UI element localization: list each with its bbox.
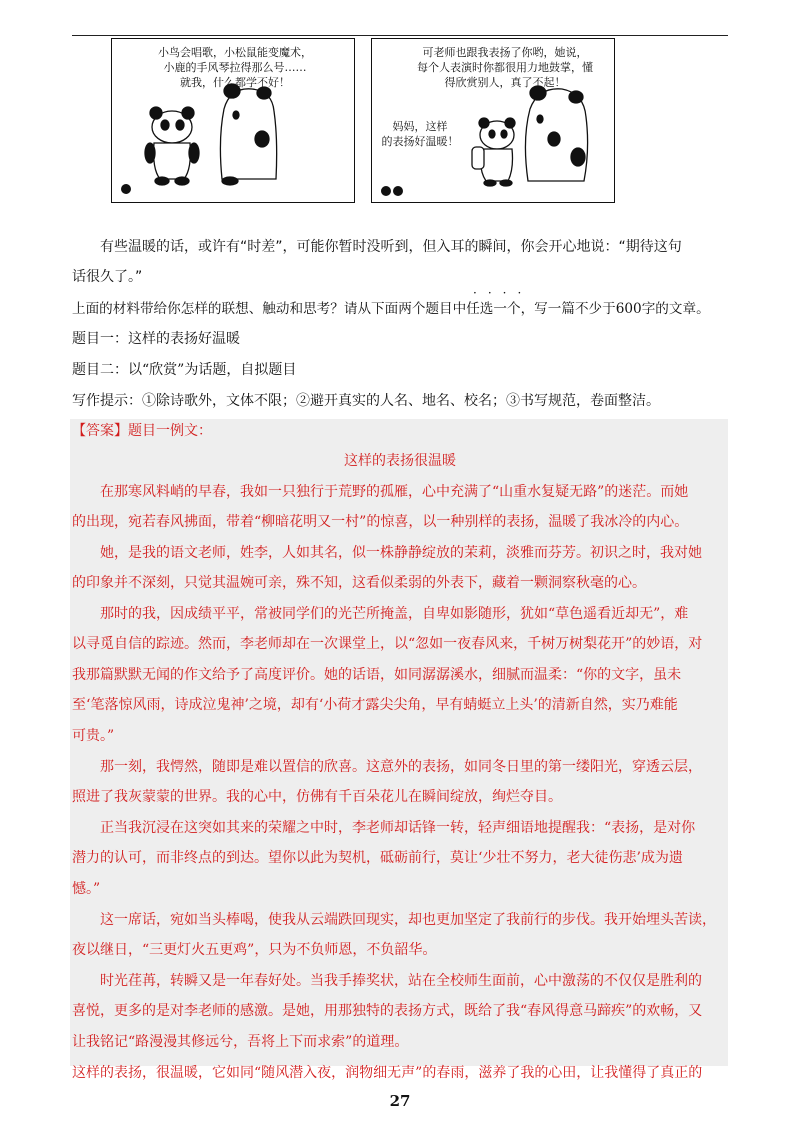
essay-line: 在那寒风料峭的早春，我如一只独行于荒野的孤雁，心中充满了“山重水复疑无路”的迷茫。而她 [100, 484, 689, 500]
essay-line: 喜悦，更多的是对李老师的感激。是她，用那独特的表扬方式，既给了我“春风得意马蹄疾”的欢畅，又 [72, 1003, 703, 1019]
essay-title: 这样的表扬很温暖 [344, 453, 456, 469]
answer-label-rest: 题目一例文： [128, 423, 212, 439]
right-caption-line-3: 得欣赏别人，真了不起！ [444, 76, 566, 89]
emphasis-dots: ···· [473, 286, 533, 300]
essay-line: 时光荏苒，转瞬又是一年春好处。当我手捧奖状，站在全校师生面前，心中激荡的不仅仅是胜利的 [100, 973, 702, 989]
essay-line: 可贵。” [72, 728, 115, 744]
essay-line: 那时的我，因成绩平平，常被同学们的光芒所掩盖，自卑如影随形，犹如“草色遥看近却无”，难 [100, 606, 689, 622]
panel-marker-dot [121, 184, 131, 194]
essay-line: 我那篇默默无闻的作文给予了高度评价。她的话语，如同潺潺溪水，细腻而温柔：“你的文字，虽未 [72, 667, 682, 683]
comic-panel-left [111, 38, 355, 203]
material-line-2: 话很久了。” [72, 269, 143, 285]
material-line-1: 有些温暖的话，或许有“时差”，可能你暂时没听到，但入耳的瞬间，你会开心地说：“期待这句 [100, 239, 682, 255]
essay-line: 这一席话，宛如当头棒喝，使我从云端跌回现实，却也更加坚定了我前行的步伐。我开始埋头苦读， [100, 912, 716, 928]
essay-line: 她，是我的语文老师，姓李，人如其名，似一株静静绽放的茉莉，淡雅而芬芳。初识之时，我对她 [100, 545, 702, 561]
essay-line: 至‘笔落惊风雨，诗成泣鬼神’之境，却有‘小荷才露尖尖角，早有蜻蜓立上头’的清新自然，实乃难能 [72, 697, 678, 713]
topic-one: 题目一：这样的表扬好温暖 [72, 331, 240, 347]
right-small-caption-2: 的表扬好温暖！ [381, 135, 459, 148]
right-caption-line-1: 可老师也跟我表扬了你哟，她说， [422, 46, 588, 59]
big-panda-figure [525, 86, 587, 181]
left-caption-line-2: 小鹿的手风琴拉得那么号…… [163, 61, 307, 74]
header-rule [72, 35, 728, 36]
essay-line: 照进了我灰蒙蒙的世界。我的心中，仿佛有千百朵花儿在瞬间绽放，绚烂夺目。 [72, 789, 562, 805]
essay-line: 的出现，宛若春风拂面，带着“柳暗花明又一村”的惊喜，以一种别样的表扬，温暖了我冰冷的内心。 [72, 514, 689, 530]
essay-line: 这样的表扬，很温暖，它如同“随风潜入夜，润物细无声”的春雨，滋养了我的心田，让我懂得了真正的 [72, 1065, 703, 1081]
page-number: 27 [389, 1092, 411, 1110]
essay-line: 的印象并不深刻，只觉其温婉可亲，殊不知，这看似柔弱的外表下，藏着一颗洞察秋毫的心。 [72, 575, 646, 591]
left-caption-line-3: 就我，什么都学不好！ [180, 76, 290, 89]
answer-label: 【答案】 [72, 423, 128, 439]
essay-line: 正当我沉浸在这突如其来的荣耀之中时，李老师却话锋一转，轻声细语地提醒我：“表扬，是对你 [100, 820, 696, 836]
essay-line: 让我铭记“路漫漫其修远兮，吾将上下而求索”的道理。 [72, 1034, 409, 1050]
small-panda-figure [472, 118, 515, 186]
big-panda-figure [220, 84, 276, 185]
left-caption-line-1: 小鸟会唱歌，小松鼠能变魔术， [158, 46, 312, 59]
panel-marker-dot [381, 186, 391, 196]
essay-line: 潜力的认可，而非终点的到达。望你以此为契机，砥砺前行，莫让‘少壮不努力，老大徒伤悲’成为遗 [72, 850, 683, 866]
essay-line: 以寻觅自信的踪迹。然而，李老师却在一次课堂上，以“忽如一夜春风来，千树万树梨花开”的妙语，对 [72, 636, 703, 652]
right-caption-line-2: 每个人表演时你都很用力地鼓掌，懂 [417, 61, 593, 74]
comic-panel-right [371, 38, 615, 203]
topic-two: 题目二：以“欣赏”为话题，自拟题目 [72, 362, 297, 378]
right-small-caption-1: 妈妈，这样 [392, 120, 448, 133]
panel-marker-dot [393, 186, 403, 196]
essay-line: 那一刻，我愕然，随即是难以置信的欣喜。这意外的表扬，如同冬日里的第一缕阳光，穿透云层， [100, 759, 702, 775]
writing-tips: 写作提示：①除诗歌外，文体不限；②避开真实的人名、地名、校名；③书写规范，卷面整洁。 [72, 393, 660, 409]
essay-line: 憾。” [72, 881, 101, 897]
answer-heading [72, 416, 728, 446]
small-panda-figure [145, 107, 199, 185]
question-text: 上面的材料带给你怎样的联想、触动和思考？请从下面两个题目中任选一个，写一篇不少于600字的文章。 [72, 301, 710, 317]
essay-line: 夜以继日，“三更灯火五更鸡”，只为不负师恩，不负韶华。 [72, 942, 437, 958]
